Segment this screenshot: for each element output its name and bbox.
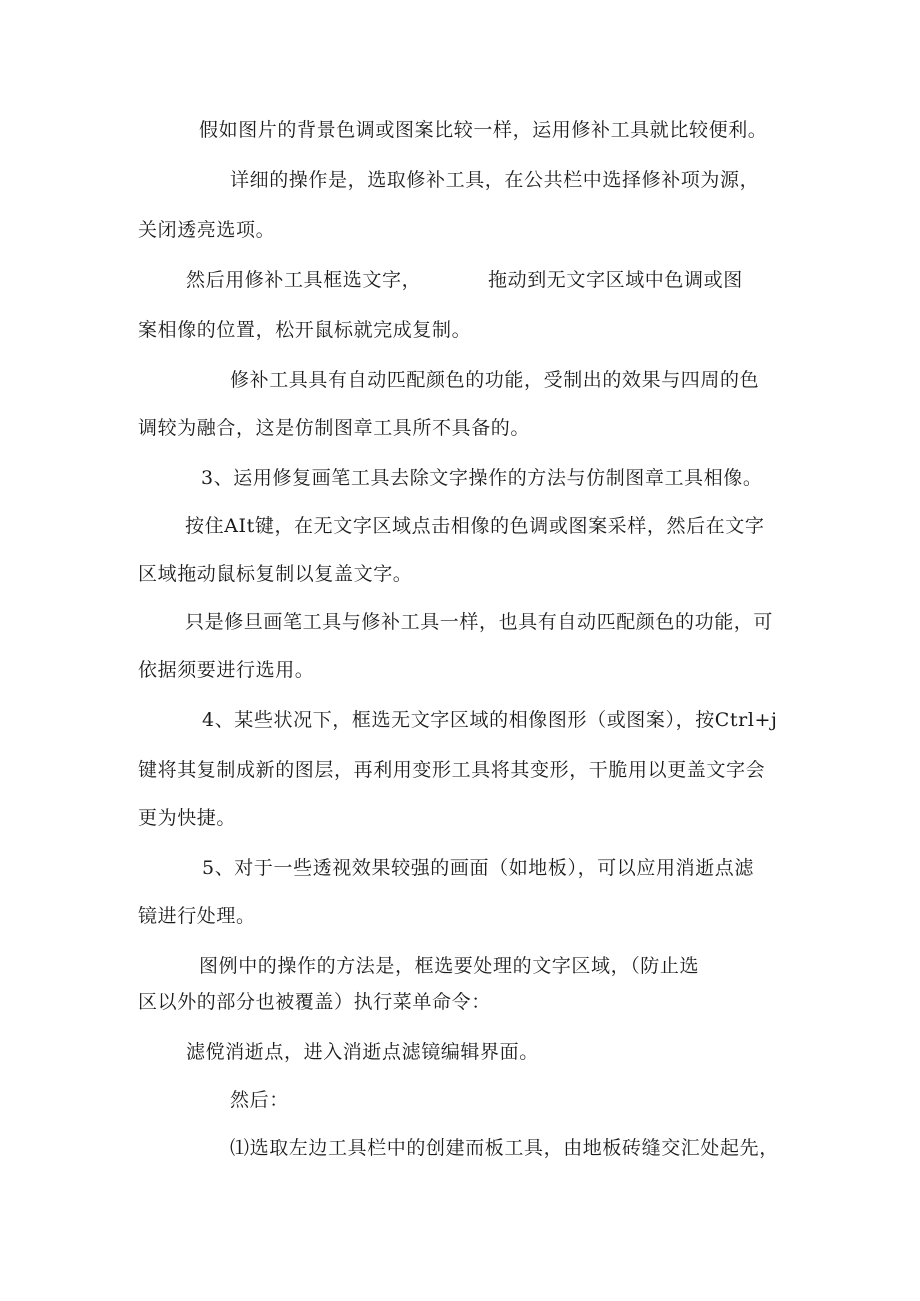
text-line-13: 4、某些状况下，框选无文字区域的相像图形（或图案），按Ctrl+j (202, 709, 778, 731)
text-line-12: 依据须要进行选用。 (138, 659, 315, 681)
text-line-15: 更为快捷。 (138, 807, 237, 829)
text-line-17: 镜进行处理。 (138, 905, 256, 927)
text-line-2: 详细的操作是，选取修补工具，在公共栏中选择修补项为源， (230, 169, 760, 191)
text-line-16: 5、对于一些透视效果较强的画面（如地板），可以应用消逝点滤 (202, 857, 754, 879)
text-line-5: 案相像的位置，松开鼠标就完成复制。 (138, 319, 472, 341)
text-line-14: 键将其复制成新的图层，再利用变形工具将其变形，干脆用以更盖文字会 (138, 759, 766, 781)
text-line-4b: 拖动到无文字区域中色调或图 (488, 269, 743, 291)
text-line-22: ⑴选取左边工具栏中的创建而板工具，由地板砖缝交汇处起先， (230, 1137, 779, 1159)
text-line-19: 区以外的部分也被覆盖）执行菜单命令： (138, 991, 491, 1013)
text-line-8: 3、运用修复画笔工具去除文字操作的方法与仿制图章工具相像。 (201, 467, 763, 489)
text-line-11: 只是修旦画笔工具与修补工具一样，也具有自动匹配颜色的功能，可 (185, 611, 774, 633)
text-line-10: 区域拖动鼠标复制以复盖文字。 (138, 563, 413, 585)
text-line-21: 然后： (230, 1089, 289, 1111)
text-line-1: 假如图片的背景色调或图案比较一样，运用修补工具就比较便利。 (199, 119, 768, 141)
text-line-7: 调较为融合，这是仿制图章工具所不具备的。 (138, 417, 531, 439)
text-line-4a: 然后用修补工具框选文字， (186, 269, 422, 291)
text-line-6: 修补工具具有自动匹配颜色的功能，受制出的效果与四周的色 (230, 369, 760, 391)
text-line-20: 滤傥消逝点，进入消逝点滤镜编辑界面。 (186, 1041, 539, 1063)
text-line-3: 关闭透亮选项。 (138, 219, 276, 241)
text-line-18: 图例中的操作的方法是，框选要处理的文字区域，（防止选 (199, 955, 700, 977)
text-line-9: 按住AIt键，在无文字区域点击相像的色调或图案采样，然后在文字 (185, 515, 765, 537)
